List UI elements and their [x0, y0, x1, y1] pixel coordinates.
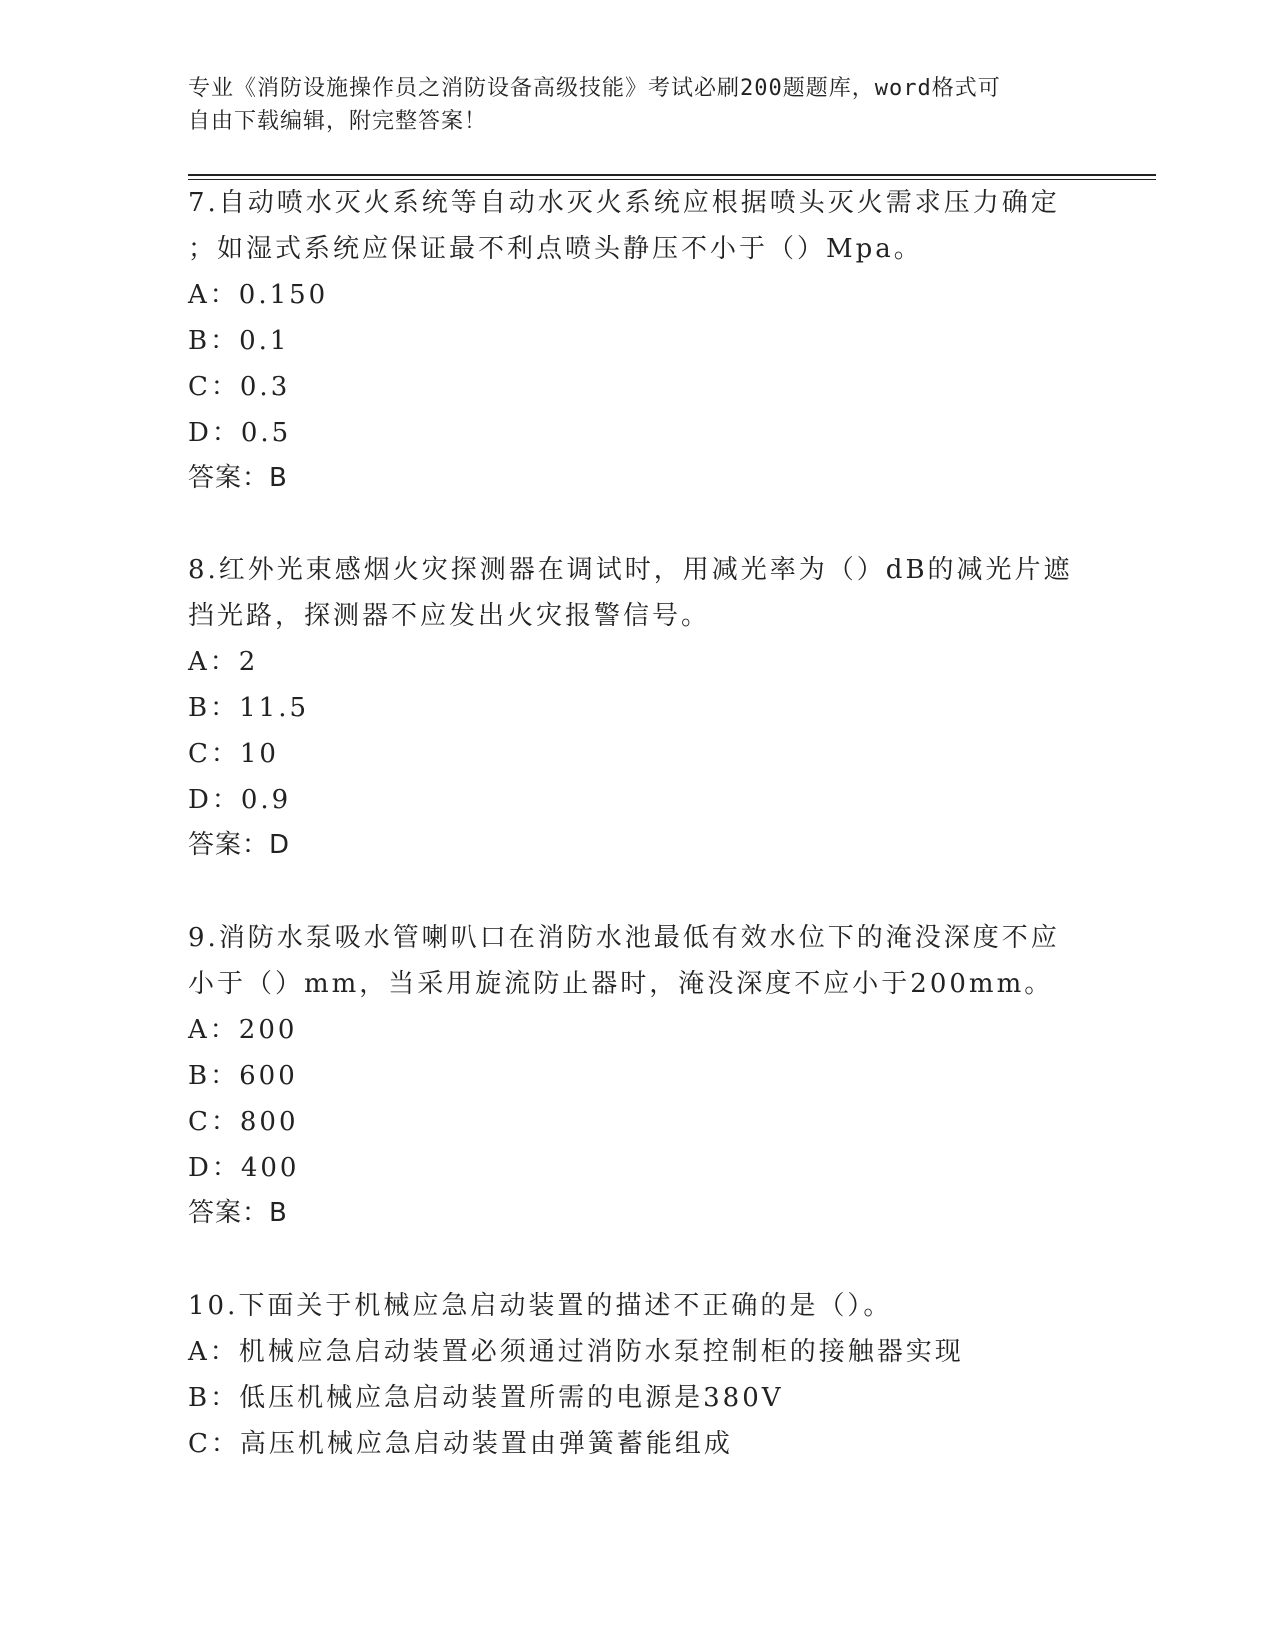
question-stem-line-1: 10.下面关于机械应急启动装置的描述不正确的是（）。 [188, 1291, 893, 1321]
question-stem-line-2: ；如湿式系统应保证最不利点喷头静压不小于（）Mpa。 [188, 234, 923, 264]
question-stem-line-1: 8.红外光束感烟火灾探测器在调试时，用减光率为（）dB的减光片遮 [188, 555, 1073, 585]
header-line-2: 自由下载编辑，附完整答案！ [188, 109, 488, 134]
question-stem-line-1: 7.自动喷水灭火系统等自动水灭火系统应根据喷头灭火需求压力确定 [188, 188, 1060, 218]
option-c: C：800 [188, 1107, 299, 1137]
option-b: B：11.5 [188, 693, 309, 723]
answer: 答案：D [188, 830, 291, 860]
option-c: C：10 [188, 739, 279, 769]
option-a: A：2 [188, 647, 259, 677]
option-c: C：0.3 [188, 372, 291, 402]
answer: 答案：B [188, 463, 288, 493]
option-a: A：机械应急启动装置必须通过消防水泵控制柜的接触器实现 [188, 1337, 964, 1367]
option-d: D：0.9 [188, 785, 292, 815]
option-b: B：0.1 [188, 326, 290, 356]
question-stem-line-2: 小于（）mm，当采用旋流防止器时，淹没深度不应小于200mm。 [188, 969, 1054, 999]
option-a: A：200 [188, 1015, 298, 1045]
header-line-1: 专业《消防设施操作员之消防设备高级技能》考试必刷200题题库，word格式可 [188, 76, 1001, 101]
option-d: D：400 [188, 1153, 300, 1183]
document-header [188, 72, 1088, 138]
question-7 [188, 180, 1088, 500]
question-10 [188, 1283, 1088, 1467]
header-divider-thick [188, 174, 1156, 176]
option-a: A：0.150 [188, 280, 329, 310]
option-c: C：高压机械应急启动装置由弹簧蓄能组成 [188, 1429, 733, 1459]
question-9 [188, 915, 1088, 1235]
question-stem-line-1: 9.消防水泵吸水管喇叭口在消防水池最低有效水位下的淹没深度不应 [188, 923, 1060, 953]
question-stem-line-2: 挡光路，探测器不应发出火灾报警信号。 [188, 601, 711, 631]
option-b: B：低压机械应急启动装置所需的电源是380V [188, 1383, 784, 1413]
question-8 [188, 547, 1088, 867]
answer: 答案：B [188, 1198, 288, 1228]
option-d: D：0.5 [188, 418, 292, 448]
option-b: B：600 [188, 1061, 298, 1091]
